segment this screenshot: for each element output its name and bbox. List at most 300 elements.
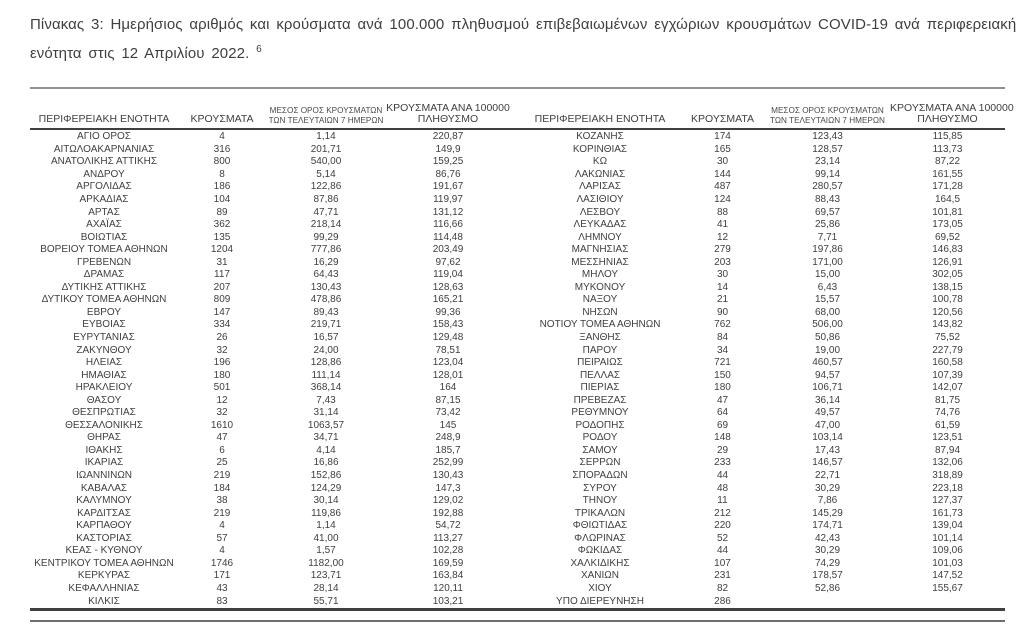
table-row bbox=[520, 206, 1005, 219]
avg-cases-7day-cell: 777,86 bbox=[310, 244, 342, 256]
avg-cases-7day-cell: 15,00 bbox=[814, 269, 841, 281]
cases-count-cell: 180 bbox=[213, 369, 231, 381]
table-row bbox=[30, 319, 510, 332]
region-name-cell: ΚΑΒΑΛΑΣ bbox=[80, 482, 128, 494]
cases-per-100k-cell: 131,12 bbox=[432, 206, 464, 218]
avg-cases-7day-cell: 103,14 bbox=[812, 432, 843, 444]
table-row bbox=[520, 357, 1005, 370]
avg-cases-7day-cell: 6,43 bbox=[817, 281, 838, 293]
cases-per-100k-cell: 109,06 bbox=[932, 545, 963, 557]
cases-per-100k-cell: 101,81 bbox=[932, 206, 963, 218]
avg-cases-7day-cell: 478,86 bbox=[310, 294, 342, 306]
table-row bbox=[30, 445, 510, 458]
cases-per-100k-cell: 132,06 bbox=[932, 457, 963, 469]
avg-cases-7day-cell: 4,14 bbox=[316, 444, 336, 456]
cases-count-cell: 84 bbox=[716, 332, 729, 344]
table-left-half bbox=[30, 93, 510, 607]
avg-cases-7day-cell: 15,57 bbox=[814, 294, 841, 306]
table-row bbox=[520, 482, 1005, 495]
avg-cases-7day-cell: 16,57 bbox=[313, 332, 339, 344]
avg-cases-7day-cell: 130,43 bbox=[310, 281, 342, 293]
cases-count-cell: 219 bbox=[213, 507, 231, 519]
cases-count-cell: 4 bbox=[219, 131, 225, 143]
region-name-cell: ΦΩΚΙΔΑΣ bbox=[577, 545, 623, 557]
cases-per-100k-cell: 81,75 bbox=[934, 394, 961, 406]
table-row bbox=[30, 394, 510, 407]
region-name-cell: ΣΑΜΟΥ bbox=[582, 444, 618, 456]
avg-cases-7day-cell: 219,71 bbox=[310, 319, 342, 331]
region-name-cell: ΤΗΝΟΥ bbox=[582, 495, 618, 507]
avg-cases-7day-cell: 152,86 bbox=[310, 470, 342, 482]
cases-count-cell: 38 bbox=[216, 495, 228, 507]
avg-cases-7day-cell: 174,71 bbox=[812, 520, 843, 532]
region-name-cell: ΞΑΝΘΗΣ bbox=[579, 332, 621, 344]
table-body-right bbox=[520, 131, 1005, 608]
region-name-cell: ΦΛΩΡΙΝΑΣ bbox=[574, 532, 626, 544]
cases-count-cell: 186 bbox=[213, 181, 231, 193]
cases-count-cell: 6 bbox=[219, 444, 225, 456]
table-row bbox=[520, 583, 1005, 596]
cases-per-100k-cell: 147,3 bbox=[435, 482, 461, 494]
table-row bbox=[520, 169, 1005, 182]
cases-per-100k-cell: 123,04 bbox=[432, 357, 464, 369]
avg-cases-7day-cell: 1,57 bbox=[316, 545, 336, 557]
cases-count-cell: 212 bbox=[714, 507, 731, 519]
table-row bbox=[30, 420, 510, 433]
region-name-cell: ΣΥΡΟΥ bbox=[583, 482, 617, 494]
region-name-cell: ΑΙΤΩΛΟΑΚΑΡΝΑΝΙΑΣ bbox=[53, 143, 155, 155]
cases-per-100k-cell: 87,15 bbox=[435, 394, 461, 406]
cases-count-cell: 21 bbox=[716, 294, 729, 306]
region-name-cell: ΝΑΞΟΥ bbox=[582, 294, 618, 306]
table-row bbox=[520, 558, 1005, 571]
cases-per-100k-cell: 128,01 bbox=[432, 369, 464, 381]
region-name-cell: ΚΩ bbox=[592, 156, 608, 168]
avg-cases-7day-cell: 41,00 bbox=[313, 532, 339, 544]
cases-per-100k-cell: 158,43 bbox=[432, 319, 464, 331]
table-row bbox=[520, 231, 1005, 244]
avg-cases-7day-cell: 30,14 bbox=[313, 495, 339, 507]
region-name-cell: ΝΗΣΩΝ bbox=[582, 306, 618, 318]
avg-cases-7day-cell: 19,00 bbox=[814, 344, 841, 356]
region-name-cell: ΛΑΣΙΘΙΟΥ bbox=[576, 194, 624, 205]
region-name-cell: ΙΩΑΝΝΙΝΩΝ bbox=[75, 470, 133, 482]
cases-count-cell: 180 bbox=[714, 382, 731, 394]
cases-per-100k-cell: 227,79 bbox=[932, 344, 963, 356]
cases-per-100k-cell: 128,63 bbox=[432, 281, 464, 293]
cases-count-cell: 362 bbox=[213, 219, 231, 231]
region-name-cell: ΒΟΡΕΙΟΥ ΤΟΜΕΑ ΑΘΗΝΩΝ bbox=[40, 244, 168, 256]
cases-count-cell: 501 bbox=[213, 382, 231, 394]
table-row bbox=[520, 394, 1005, 407]
cases-count-cell: 286 bbox=[714, 595, 731, 607]
cases-per-100k-cell: 113,73 bbox=[932, 143, 963, 155]
table-row bbox=[520, 156, 1005, 169]
region-name-cell: ΠΡΕΒΕΖΑΣ bbox=[573, 394, 627, 406]
region-name-cell: ΦΘΙΩΤΙΔΑΣ bbox=[572, 520, 628, 532]
cases-count-cell: 4 bbox=[219, 545, 225, 557]
cases-per-100k-cell: 155,67 bbox=[932, 582, 963, 594]
region-name-cell: ΚΕΑΣ - ΚΥΘΝΟΥ bbox=[65, 545, 143, 557]
region-name-cell: ΧΑΝΙΩΝ bbox=[580, 570, 620, 582]
region-name-cell: ΛΗΜΝΟΥ bbox=[578, 231, 622, 243]
cases-count-cell: 800 bbox=[213, 156, 231, 168]
cases-per-100k-cell: 69,52 bbox=[934, 231, 961, 243]
cases-count-cell: 30 bbox=[716, 269, 729, 281]
table-header-row bbox=[30, 93, 510, 128]
cases-count-cell: 487 bbox=[714, 181, 731, 193]
table-row bbox=[30, 194, 510, 207]
region-name-cell: ΝΟΤΙΟΥ ΤΟΜΕΑ ΑΘΗΝΩΝ bbox=[539, 319, 661, 331]
cases-per-100k-cell: 159,25 bbox=[432, 156, 464, 168]
cases-count-cell: 83 bbox=[216, 595, 228, 607]
cases-count-cell: 31 bbox=[216, 256, 228, 268]
table-row bbox=[520, 533, 1005, 546]
table-row bbox=[30, 206, 510, 219]
region-name-cell: ΚΕΡΚΥΡΑΣ bbox=[77, 570, 131, 582]
avg-cases-7day-cell: 368,14 bbox=[310, 382, 342, 394]
avg-cases-7day-cell: 52,86 bbox=[814, 582, 841, 594]
table-row bbox=[30, 332, 510, 345]
region-name-cell: ΔΡΑΜΑΣ bbox=[83, 269, 125, 281]
cases-count-cell: 41 bbox=[716, 219, 729, 231]
cases-per-100k-cell: 74,76 bbox=[934, 407, 961, 419]
avg-cases-7day-cell: 7,86 bbox=[817, 495, 838, 507]
cases-per-100k-cell: 146,83 bbox=[932, 244, 963, 256]
cases-count-cell: 316 bbox=[213, 143, 231, 155]
cases-per-100k-cell: 203,49 bbox=[432, 244, 464, 256]
table-row bbox=[520, 495, 1005, 508]
avg-cases-7day-cell: 280,57 bbox=[812, 181, 843, 193]
cases-per-100k-cell: 223,18 bbox=[932, 482, 963, 494]
header-avg-7day: ΜΕΣΟΣ ΟΡΟΣ ΚΡΟΥΣΜΑΤΩΝ ΤΩΝ ΤΕΛΕΥΤΑΙΩΝ 7 ΗΜΕΡΩΝ bbox=[770, 106, 885, 125]
cases-per-100k-cell: 252,99 bbox=[432, 457, 464, 469]
table-row bbox=[30, 520, 510, 533]
region-name-cell: ΗΜΑΘΙΑΣ bbox=[81, 369, 127, 381]
table-row bbox=[30, 583, 510, 596]
cases-count-cell: 25 bbox=[216, 457, 228, 469]
table-row bbox=[520, 369, 1005, 382]
cases-per-100k-cell: 147,52 bbox=[932, 570, 963, 582]
cases-count-cell: 220 bbox=[714, 520, 731, 532]
cases-per-100k-cell: 127,37 bbox=[932, 495, 963, 507]
region-name-cell: ΑΧΑΪΑΣ bbox=[86, 219, 122, 231]
region-name-cell: ΚΑΛΥΜΝΟΥ bbox=[76, 495, 132, 507]
avg-cases-7day-cell: 7,43 bbox=[316, 394, 336, 406]
avg-cases-7day-cell: 28,14 bbox=[313, 582, 339, 594]
region-name-cell: ΔΥΤΙΚΗΣ ΑΤΤΙΚΗΣ bbox=[61, 281, 147, 293]
table-row bbox=[30, 369, 510, 382]
cases-per-100k-cell: 164 bbox=[439, 382, 457, 394]
avg-cases-7day-cell: 16,29 bbox=[313, 256, 339, 268]
table-row bbox=[520, 256, 1005, 269]
cases-per-100k-cell: 119,97 bbox=[433, 194, 463, 205]
cases-count-cell: 721 bbox=[714, 357, 731, 369]
region-name-cell: ΣΠΟΡΑΔΩΝ bbox=[572, 470, 628, 482]
region-name-cell: ΤΡΙΚΑΛΩΝ bbox=[574, 507, 626, 519]
table-row bbox=[30, 495, 510, 508]
avg-cases-7day-cell: 25,86 bbox=[814, 219, 841, 231]
table-row bbox=[520, 407, 1005, 420]
cases-per-100k-cell: 220,87 bbox=[432, 131, 464, 143]
table-row bbox=[30, 294, 510, 307]
region-name-cell: ΑΡΤΑΣ bbox=[88, 206, 120, 218]
table-row bbox=[520, 420, 1005, 433]
cases-per-100k-cell: 78,51 bbox=[435, 344, 461, 356]
cases-per-100k-cell: 160,58 bbox=[932, 357, 963, 369]
cases-per-100k-cell: 73,42 bbox=[435, 407, 461, 419]
cases-count-cell: 14 bbox=[716, 281, 729, 293]
avg-cases-7day-cell: 128,57 bbox=[812, 143, 843, 155]
table-row bbox=[520, 181, 1005, 194]
table-row bbox=[30, 169, 510, 182]
cases-per-100k-cell: 185,7 bbox=[435, 444, 461, 456]
table-row bbox=[30, 231, 510, 244]
cases-count-cell: 12 bbox=[216, 394, 228, 406]
cases-per-100k-cell: 107,39 bbox=[932, 369, 963, 381]
avg-cases-7day-cell: 16,86 bbox=[313, 457, 339, 469]
table-row bbox=[30, 482, 510, 495]
cases-count-cell: 82 bbox=[716, 582, 729, 594]
cases-per-100k-cell: 101,03 bbox=[932, 557, 963, 569]
avg-cases-7day-cell: 218,14 bbox=[310, 219, 342, 231]
region-name-cell: ΙΚΑΡΙΑΣ bbox=[84, 457, 124, 469]
cases-per-100k-cell: 115,85 bbox=[932, 131, 963, 143]
region-name-cell: ΡΟΔΟΠΗΣ bbox=[575, 419, 625, 431]
cases-per-100k-cell: 173,05 bbox=[932, 219, 963, 231]
cases-count-cell: 762 bbox=[714, 319, 731, 331]
table-row bbox=[30, 507, 510, 520]
avg-cases-7day-cell: 31,14 bbox=[313, 407, 339, 419]
avg-cases-7day-cell: 74,29 bbox=[814, 557, 841, 569]
cases-count-cell: 1610 bbox=[210, 419, 234, 431]
avg-cases-7day-cell: 460,57 bbox=[812, 357, 843, 369]
table-row bbox=[520, 595, 1005, 608]
cases-per-100k-cell: 97,62 bbox=[435, 256, 461, 268]
region-name-cell: ΗΡΑΚΛΕΙΟΥ bbox=[75, 382, 133, 394]
table-row bbox=[30, 533, 510, 546]
table-row bbox=[30, 344, 510, 357]
cases-count-cell: 57 bbox=[216, 532, 228, 544]
cases-count-cell: 196 bbox=[213, 357, 231, 369]
cases-count-cell: 52 bbox=[716, 532, 729, 544]
avg-cases-7day-cell: 87,86 bbox=[313, 194, 339, 205]
cases-count-cell: 184 bbox=[213, 482, 231, 494]
region-name-cell: ΙΘΑΚΗΣ bbox=[85, 444, 123, 456]
avg-cases-7day-cell: 1182,00 bbox=[308, 557, 344, 569]
region-name-cell: ΜΕΣΣΗΝΙΑΣ bbox=[571, 256, 629, 268]
region-name-cell: ΑΝΑΤΟΛΙΚΗΣ ΑΤΤΙΚΗΣ bbox=[50, 156, 158, 168]
cases-per-100k-cell: 86,76 bbox=[435, 168, 461, 180]
cases-count-cell: 32 bbox=[216, 407, 228, 419]
table-row bbox=[520, 520, 1005, 533]
cases-count-cell: 44 bbox=[716, 545, 729, 557]
footer-separator-rule bbox=[30, 620, 1005, 622]
cases-per-100k-cell: 120,11 bbox=[433, 582, 463, 594]
region-name-cell: ΚΟΖΑΝΗΣ bbox=[576, 131, 624, 143]
cases-per-100k-cell: 61,59 bbox=[934, 419, 961, 431]
cases-count-cell: 4 bbox=[219, 520, 225, 532]
cases-per-100k-cell: 142,07 bbox=[932, 382, 963, 394]
region-name-cell: ΠΙΕΡΙΑΣ bbox=[580, 382, 620, 394]
region-name-cell: ΚΟΡΙΝΘΙΑΣ bbox=[572, 143, 628, 155]
cases-count-cell: 334 bbox=[213, 319, 231, 331]
cases-per-100k-cell: 116,66 bbox=[433, 219, 463, 231]
avg-cases-7day-cell: 124,29 bbox=[310, 482, 342, 494]
region-name-cell: ΘΗΡΑΣ bbox=[87, 432, 121, 444]
avg-cases-7day-cell: 99,14 bbox=[814, 168, 841, 180]
cases-per-100k-cell: 87,22 bbox=[934, 156, 961, 168]
avg-cases-7day-cell: 128,86 bbox=[310, 357, 342, 369]
cases-count-cell: 64 bbox=[716, 407, 729, 419]
cases-per-100k-cell: 318,89 bbox=[932, 470, 963, 482]
avg-cases-7day-cell: 99,29 bbox=[313, 231, 339, 243]
cases-count-cell: 1746 bbox=[210, 557, 234, 569]
cases-count-cell: 1204 bbox=[210, 244, 234, 256]
avg-cases-7day-cell: 42,43 bbox=[814, 532, 841, 544]
table-row bbox=[520, 570, 1005, 583]
table-row bbox=[30, 432, 510, 445]
table-row bbox=[520, 445, 1005, 458]
cases-count-cell: 47 bbox=[716, 394, 729, 406]
avg-cases-7day-cell: 197,86 bbox=[812, 244, 843, 256]
cases-count-cell: 43 bbox=[216, 582, 228, 594]
cases-count-cell: 150 bbox=[714, 369, 731, 381]
table-bottom-rule bbox=[30, 608, 1005, 611]
avg-cases-7day-cell: 201,71 bbox=[310, 143, 342, 155]
cases-count-cell: 203 bbox=[714, 256, 731, 268]
avg-cases-7day-cell: 119,86 bbox=[311, 507, 341, 519]
avg-cases-7day-cell: 17,43 bbox=[814, 444, 841, 456]
header-cases: ΚΡΟΥΣΜΑΤΑ bbox=[190, 113, 254, 125]
cases-count-cell: 89 bbox=[216, 206, 228, 218]
cases-count-cell: 34 bbox=[716, 344, 729, 356]
region-name-cell: ΚΕΝΤΡΙΚΟΥ ΤΟΜΕΑ ΑΘΗΝΩΝ bbox=[34, 557, 174, 569]
table-row bbox=[30, 181, 510, 194]
region-name-cell: ΡΕΘΥΜΝΟΥ bbox=[571, 407, 629, 419]
region-name-cell: ΡΟΔΟΥ bbox=[582, 432, 618, 444]
table-row bbox=[520, 344, 1005, 357]
cases-per-100k-cell: 138,15 bbox=[932, 281, 963, 293]
cases-per-100k-cell: 54,72 bbox=[435, 520, 461, 532]
avg-cases-7day-cell: 64,43 bbox=[313, 269, 339, 281]
table-row bbox=[520, 219, 1005, 232]
table-row bbox=[30, 570, 510, 583]
cases-count-cell: 107 bbox=[714, 557, 731, 569]
table-row bbox=[30, 144, 510, 157]
region-name-cell: ΜΗΛΟΥ bbox=[581, 269, 619, 281]
region-name-cell: ΛΕΣΒΟΥ bbox=[579, 206, 621, 218]
avg-cases-7day-cell: 88,43 bbox=[814, 194, 841, 205]
table-row bbox=[30, 244, 510, 257]
table-row bbox=[30, 357, 510, 370]
table-row bbox=[520, 269, 1005, 282]
region-name-cell: ΒΟΙΩΤΙΑΣ bbox=[80, 231, 128, 243]
region-name-cell: ΖΑΚΥΝΘΟΥ bbox=[76, 344, 132, 356]
region-name-cell: ΚΕΦΑΛΛΗΝΙΑΣ bbox=[68, 582, 140, 594]
avg-cases-7day-cell: 36,14 bbox=[814, 394, 841, 406]
cases-per-100k-cell: 100,78 bbox=[932, 294, 963, 306]
region-name-cell: ΜΑΓΝΗΣΙΑΣ bbox=[571, 244, 629, 256]
avg-cases-7day-cell: 111,14 bbox=[311, 369, 341, 381]
region-name-cell: ΕΥΒΟΙΑΣ bbox=[82, 319, 126, 331]
cases-count-cell: 90 bbox=[716, 306, 729, 318]
avg-cases-7day-cell: 55,71 bbox=[313, 595, 339, 607]
table-row bbox=[30, 269, 510, 282]
cases-per-100k-cell: 165,21 bbox=[432, 294, 464, 306]
region-name-cell: ΜΥΚΟΝΟΥ bbox=[574, 281, 626, 293]
avg-cases-7day-cell: 30,29 bbox=[814, 545, 841, 557]
region-name-cell: ΥΠΟ ΔΙΕΡΕΥΝΗΣΗ bbox=[556, 595, 644, 607]
region-name-cell: ΘΕΣΣΑΛΟΝΙΚΗΣ bbox=[65, 419, 143, 431]
cases-count-cell: 117 bbox=[214, 269, 230, 281]
cases-per-100k-cell: 248,9 bbox=[435, 432, 461, 444]
table-row bbox=[30, 407, 510, 420]
avg-cases-7day-cell: 49,57 bbox=[814, 407, 841, 419]
cases-per-100k-cell: 149,9 bbox=[435, 143, 461, 155]
cases-per-100k-cell: 75,52 bbox=[934, 332, 961, 344]
avg-cases-7day-cell: 506,00 bbox=[812, 319, 843, 331]
title-separator-rule bbox=[30, 87, 1005, 89]
cases-count-cell: 148 bbox=[714, 432, 731, 444]
region-name-cell: ΠΑΡΟΥ bbox=[582, 344, 618, 356]
avg-cases-7day-cell: 47,71 bbox=[313, 206, 339, 218]
cases-per-100k-cell: 119,04 bbox=[433, 269, 463, 281]
avg-cases-7day-cell: 5,14 bbox=[316, 168, 336, 180]
cases-per-100k-cell: 120,56 bbox=[932, 306, 963, 318]
cases-per-100k-cell: 129,48 bbox=[432, 332, 464, 344]
cases-count-cell: 29 bbox=[716, 444, 729, 456]
cases-count-cell: 124 bbox=[714, 194, 731, 205]
region-name-cell: ΑΡΓΟΛΙΔΑΣ bbox=[76, 181, 132, 193]
cases-count-cell: 104 bbox=[213, 194, 231, 205]
table-row bbox=[30, 545, 510, 558]
cases-count-cell: 88 bbox=[716, 206, 729, 218]
avg-cases-7day-cell: 123,43 bbox=[812, 131, 843, 143]
table-body-left bbox=[30, 131, 510, 608]
cases-per-100k-cell: 164,5 bbox=[934, 194, 961, 205]
caption-line2: ενότητα στις 12 Απριλίου 2022. bbox=[30, 45, 250, 62]
header-region: ΠΕΡΙΦΕΡΕΙΑΚΗ ΕΝΟΤΗΤΑ bbox=[38, 113, 170, 125]
table-row bbox=[30, 558, 510, 571]
cases-count-cell: 69 bbox=[716, 419, 729, 431]
avg-cases-7day-cell: 7,71 bbox=[817, 231, 838, 243]
table-caption bbox=[30, 10, 1020, 68]
cases-per-100k-cell: 87,94 bbox=[934, 444, 961, 456]
region-name-cell: ΗΛΕΙΑΣ bbox=[85, 357, 123, 369]
cases-count-cell: 11 bbox=[717, 495, 728, 507]
avg-cases-7day-cell: 122,86 bbox=[310, 181, 342, 193]
cases-count-cell: 12 bbox=[716, 231, 729, 243]
region-name-cell: ΛΕΥΚΑΔΑΣ bbox=[573, 219, 627, 231]
table-row bbox=[520, 432, 1005, 445]
avg-cases-7day-cell: 1,14 bbox=[316, 131, 336, 143]
cases-count-cell: 207 bbox=[213, 281, 231, 293]
cases-count-cell: 174 bbox=[714, 131, 731, 143]
cases-per-100k-cell: 171,28 bbox=[932, 181, 963, 193]
avg-cases-7day-cell: 178,57 bbox=[812, 570, 843, 582]
table-row bbox=[520, 307, 1005, 320]
cases-per-100k-cell: 123,51 bbox=[932, 432, 963, 444]
cases-count-cell: 233 bbox=[714, 457, 731, 469]
avg-cases-7day-cell: 50,86 bbox=[814, 332, 841, 344]
table-row bbox=[520, 470, 1005, 483]
table-row bbox=[520, 294, 1005, 307]
cases-per-100k-cell: 101,14 bbox=[932, 532, 963, 544]
avg-cases-7day-cell: 171,00 bbox=[812, 256, 843, 268]
region-name-cell: ΧΑΛΚΙΔΙΚΗΣ bbox=[570, 557, 630, 569]
cases-per-100k-cell: 163,84 bbox=[432, 570, 464, 582]
